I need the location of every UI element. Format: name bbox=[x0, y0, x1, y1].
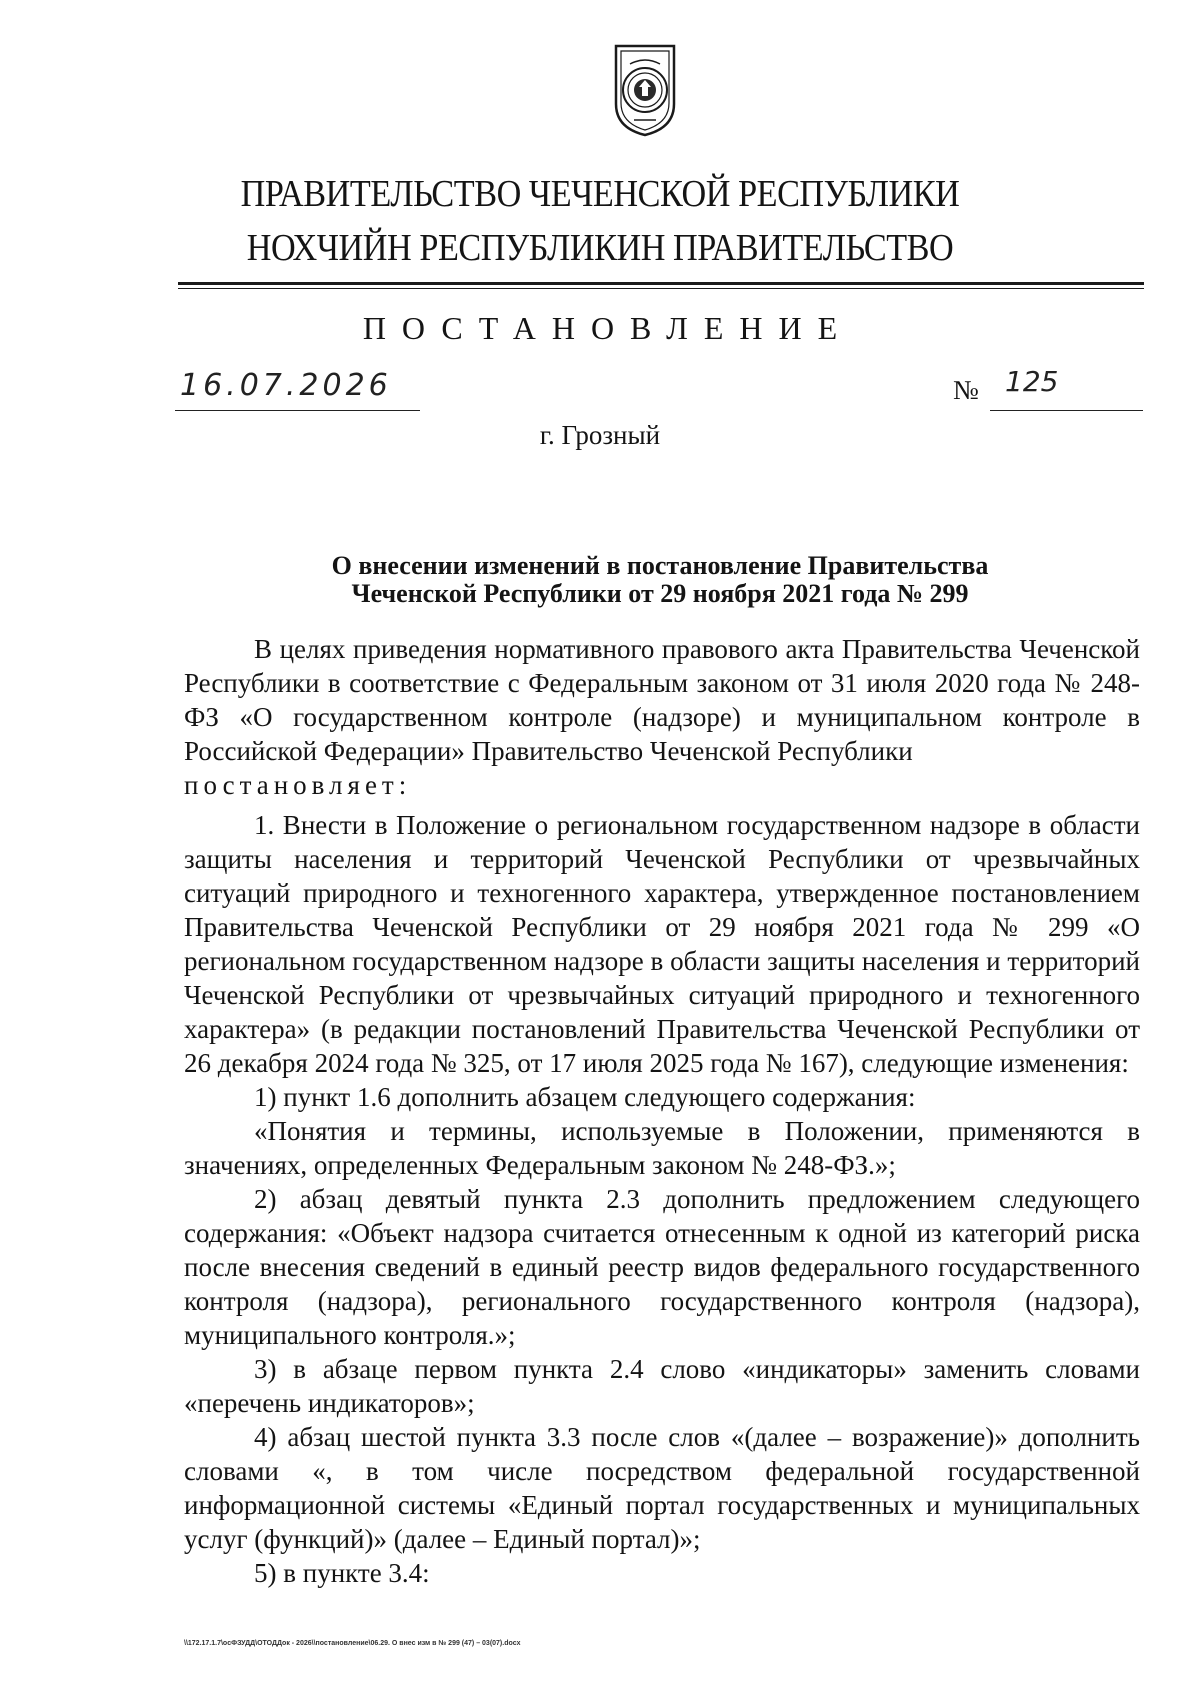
document-body bbox=[184, 632, 1140, 1590]
coat-of-arms-icon bbox=[610, 42, 680, 138]
city-name: г. Грозный bbox=[539, 420, 661, 450]
file-path-footer: \\172.17.1.7\ocФЗУДД\ОТОДДок - 2026\\постановление\06.29. О внес изм в № 299 (47) – 03(07).docx bbox=[184, 1640, 521, 1647]
decree-word-text: постановляет: bbox=[184, 770, 412, 800]
handwritten-date: 16.07.2026 bbox=[180, 368, 392, 403]
date-underline bbox=[175, 410, 420, 411]
subitem-1: 1) пункт 1.6 дополнить абзацем следующего содержания: bbox=[254, 1082, 916, 1112]
title-line-1: О внесении изменений в постановление Правительства bbox=[331, 551, 989, 580]
title-line-2: Чеченской Республики от 29 ноября 2021 года № 299 bbox=[351, 579, 969, 608]
subitem-4: 4) абзац шестой пункта 3.3 после слов «(далее – возражение)» дополнить словами «, в том числе посредством федеральной государственной информационной системы «Единый портал государственных и муниципальных услуг (функций)» (далее – Единый портал)»; bbox=[184, 1422, 1140, 1554]
subitem-5: 5) в пункте 3.4: bbox=[254, 1558, 430, 1588]
item-1-paragraph: 1. Внести в Положение о региональном государственном надзоре в области защиты населения и территорий Чеченской Республики от чрезвычайных ситуаций природного и техногенного характера, утвержденное постановлением Правительства Чеченской Республики от 29 ноября 2021 года № 299 «О региональном государственном надзоре в области защиты населения и территорий Чеченской Республики от чрезвычайных ситуаций природного и техногенного характера» (в редакции постановлений Правительства Чеченской Республики от 26 декабря 2024 года № 325, от 17 июля 2025 года № 167), следующие изменения: bbox=[184, 810, 1140, 1078]
number-underline bbox=[990, 410, 1143, 411]
decree-word bbox=[184, 768, 1140, 802]
header-divider-thin bbox=[178, 288, 1144, 289]
number-sign: № bbox=[953, 375, 979, 405]
subitem-2: 2) абзац девятый пункта 2.3 дополнить предложением следующего содержания: «Объект надзора считается отнесенным к одной из категорий риска после внесения сведений в единый реестр видов федерального государственного контроля (надзора), регионального государственного контроля (надзора), муниципального контроля.»; bbox=[184, 1184, 1140, 1350]
document-title bbox=[180, 552, 1140, 608]
subitem-3: 3) в абзаце первом пункта 2.4 слово «индикаторы» заменить словами «перечень индикаторов»; bbox=[184, 1354, 1140, 1418]
subitem-1-quote: «Понятия и термины, используемые в Положении, применяются в значениях, определенных Федеральным законом № 248-ФЗ.»; bbox=[184, 1116, 1140, 1180]
handwritten-number: 125 bbox=[1005, 365, 1059, 398]
header-divider-thick bbox=[178, 282, 1144, 285]
document-type: ПОСТАНОВЛЕНИЕ bbox=[362, 310, 854, 346]
government-name-chechen: НОХЧИЙН РЕСПУБЛИКИН ПРАВИТЕЛЬСТВО bbox=[246, 227, 954, 269]
preamble-paragraph: В целях приведения нормативного правового акта Правительства Чеченской Республики в соответствие с Федеральным законом от 31 июля 2020 года № 248-ФЗ «О государственном контроле (надзоре) и муниципальном контроле в Российской Федерации» Правительство Чеченской Республики bbox=[184, 634, 1140, 766]
government-name-russian: ПРАВИТЕЛЬСТВО ЧЕЧЕНСКОЙ РЕСПУБЛИКИ bbox=[240, 173, 960, 215]
